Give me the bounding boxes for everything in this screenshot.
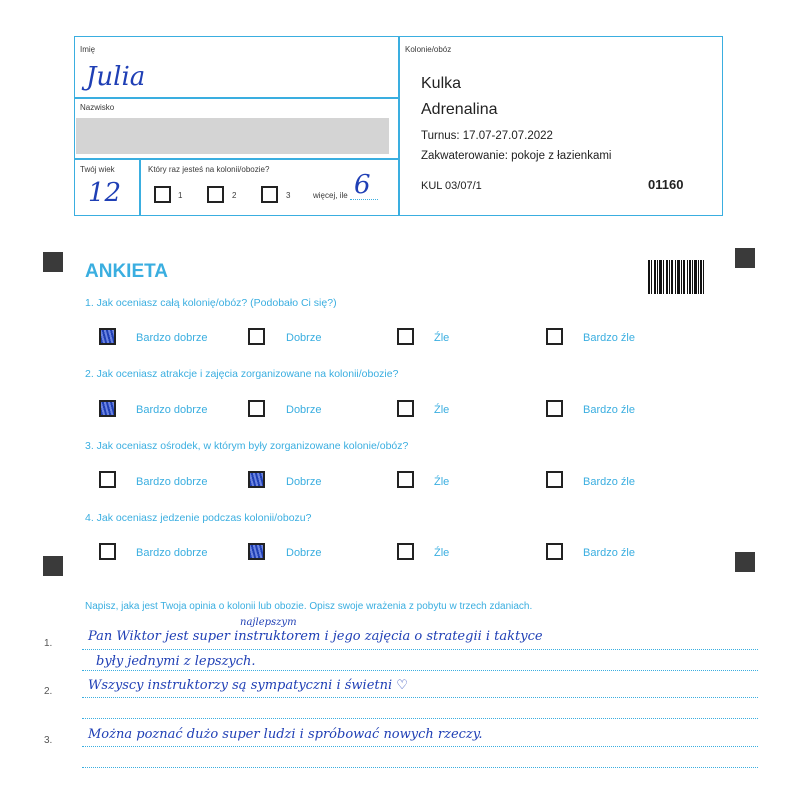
q4-checkbox-zle[interactable]	[397, 543, 414, 560]
registration-marker-top-left	[43, 252, 63, 272]
answer-2-text[interactable]: Wszyscy instruktorzy są sympatyczni i świetni ♡	[88, 678, 408, 693]
zakwaterowanie: Zakwaterowanie: pokoje z łazienkami	[421, 150, 612, 162]
registration-marker-bottom-right	[735, 552, 755, 572]
q1-checkbox-bardzo-zle[interactable]	[546, 328, 563, 345]
times-option-1: 1	[178, 191, 183, 200]
q4-checkbox-dobrze[interactable]	[248, 543, 265, 560]
redacted-surname	[76, 118, 389, 154]
q3-checkbox-zle[interactable]	[397, 471, 414, 488]
q3-option-dobrze: Dobrze	[286, 476, 322, 488]
q1-checkbox-bardzo-dobrze[interactable]	[99, 328, 116, 345]
header-line-1	[74, 97, 399, 99]
imie-value[interactable]: Julia	[86, 62, 146, 92]
wiecej-value[interactable]: 6	[354, 170, 371, 200]
turnus: Turnus: 17.07-27.07.2022	[421, 130, 553, 142]
q1-option-zle: Źle	[434, 332, 450, 344]
answer-1-line-2	[82, 670, 758, 671]
q2-checkbox-bardzo-zle[interactable]	[546, 400, 563, 417]
q4-option-bardzo-zle: Bardzo źle	[583, 547, 635, 559]
wiek-label: Twój wiek	[80, 165, 115, 174]
q3-checkbox-bardzo-zle[interactable]	[546, 471, 563, 488]
header-line-2	[74, 158, 399, 160]
answer-1-insert[interactable]: najlepszym	[240, 617, 297, 628]
q1-option-bardzo-zle: Bardzo źle	[583, 332, 635, 344]
times-option-3: 3	[286, 191, 291, 200]
q2-option-dobrze: Dobrze	[286, 404, 322, 416]
q3-checkbox-dobrze[interactable]	[248, 471, 265, 488]
q3-option-bardzo-zle: Bardzo źle	[583, 476, 635, 488]
registration-marker-bottom-left	[43, 556, 63, 576]
answer-1-text-line-2[interactable]: były jednymi z lepszych.	[96, 654, 256, 669]
form-number: 01160	[648, 177, 684, 192]
q1-option-dobrze: Dobrze	[286, 332, 322, 344]
answer-2-line-1	[82, 697, 758, 698]
answer-3-line-2	[82, 767, 758, 768]
q4-option-bardzo-dobrze: Bardzo dobrze	[136, 547, 208, 559]
nazwisko-label: Nazwisko	[80, 103, 115, 112]
q2-checkbox-zle[interactable]	[397, 400, 414, 417]
question-3: 3. Jak oceniasz ośrodek, w którym były zorganizowane kolonie/obóz?	[85, 440, 409, 452]
q1-option-bardzo-dobrze: Bardzo dobrze	[136, 332, 208, 344]
times-option-2: 2	[232, 191, 237, 200]
question-1: 1. Jak oceniasz całą kolonię/obóz? (Podobało Ci się?)	[85, 297, 337, 309]
times-checkbox-2[interactable]	[207, 186, 224, 203]
q2-option-bardzo-dobrze: Bardzo dobrze	[136, 404, 208, 416]
q3-checkbox-bardzo-dobrze[interactable]	[99, 471, 116, 488]
answer-1-text-line-1[interactable]: Pan Wiktor jest super instruktorem i jego zajęcia o strategii i taktyce	[88, 629, 543, 644]
answer-3-line-1	[82, 746, 758, 747]
answer-number-3: 3.	[44, 735, 53, 746]
q1-checkbox-zle[interactable]	[397, 328, 414, 345]
header-divider	[398, 36, 400, 216]
q3-option-zle: Źle	[434, 476, 450, 488]
wiek-value[interactable]: 12	[88, 178, 122, 208]
camp-code: KUL 03/07/1	[421, 180, 482, 192]
q1-checkbox-dobrze[interactable]	[248, 328, 265, 345]
q3-option-bardzo-dobrze: Bardzo dobrze	[136, 476, 208, 488]
times-checkbox-1[interactable]	[154, 186, 171, 203]
barcode-icon	[648, 260, 704, 294]
registration-marker-top-right	[735, 248, 755, 268]
answer-number-1: 1.	[44, 638, 53, 649]
header-age-divider	[139, 158, 141, 216]
q4-checkbox-bardzo-dobrze[interactable]	[99, 543, 116, 560]
survey-title: ANKIETA	[85, 261, 169, 282]
q4-option-dobrze: Dobrze	[286, 547, 322, 559]
q2-checkbox-bardzo-dobrze[interactable]	[99, 400, 116, 417]
times-checkbox-3[interactable]	[261, 186, 278, 203]
camp-name: Kulka	[421, 75, 462, 92]
question-2: 2. Jak oceniasz atrakcje i zajęcia zorganizowane na kolonii/obozie?	[85, 368, 399, 380]
wiecej-label: więcej, ile	[313, 191, 348, 200]
q4-option-zle: Źle	[434, 547, 450, 559]
kolonie-label: Kolonie/obóz	[405, 45, 452, 54]
camp-type: Adrenalina	[421, 101, 498, 118]
ktory-raz-label: Który raz jesteś na kolonii/obozie?	[148, 165, 270, 174]
q4-checkbox-bardzo-zle[interactable]	[546, 543, 563, 560]
answer-3-text[interactable]: Można poznać dużo super ludzi i spróbować nowych rzeczy.	[88, 727, 483, 742]
q2-option-zle: Źle	[434, 404, 450, 416]
q2-checkbox-dobrze[interactable]	[248, 400, 265, 417]
answer-1-line-1	[82, 649, 758, 650]
q2-option-bardzo-zle: Bardzo źle	[583, 404, 635, 416]
imie-label: Imię	[80, 45, 96, 54]
question-4: 4. Jak oceniasz jedzenie podczas kolonii/obozu?	[85, 512, 312, 524]
answer-number-2: 2.	[44, 686, 53, 697]
opinion-prompt: Napisz, jaka jest Twoja opinia o kolonii lub obozie. Opisz swoje wrażenia z pobytu w trzech zdaniach.	[85, 601, 533, 612]
answer-2-line-2	[82, 718, 758, 719]
